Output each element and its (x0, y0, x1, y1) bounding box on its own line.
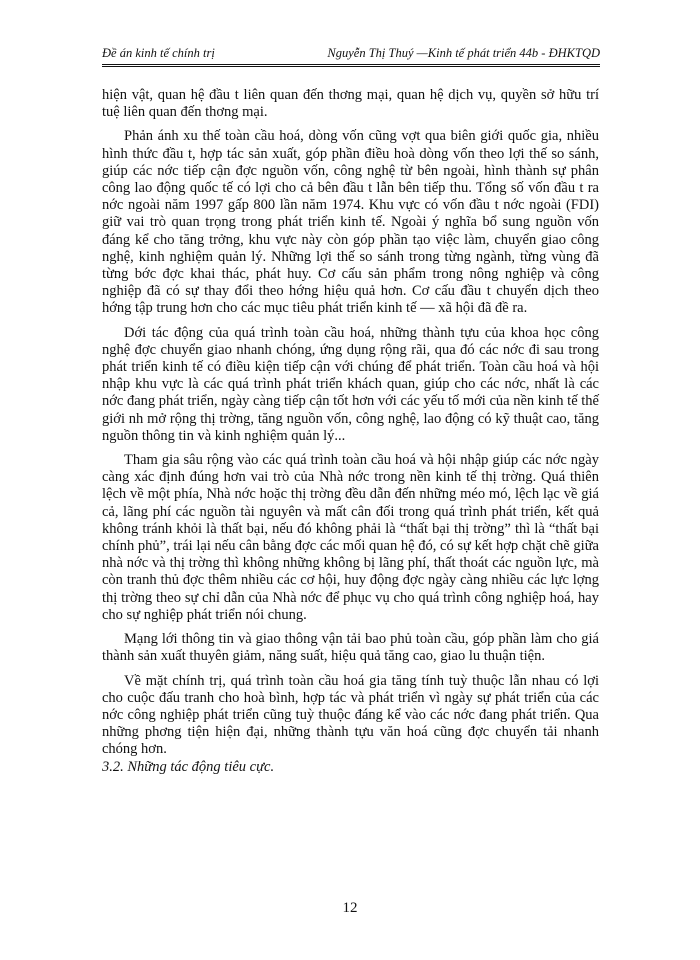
paragraph-5: Mạng lới thông tin và giao thông vận tải bao phủ toàn cầu, góp phần làm cho giá thành sản xuất thuyên giảm, năng suất, hiệu quả tăng cao, giao lu thuận tiện. (102, 631, 599, 665)
header-left: Đề án kinh tế chính trị (102, 46, 215, 60)
paragraph-1: hiện vật, quan hệ đầu t liên quan đến thơng mại, quan hệ dịch vụ, quyền sở hữu trí tuệ liên quan đến thơng mại. (102, 87, 599, 121)
body-text (102, 87, 599, 776)
paragraph-3: Dới tác động của quá trình toàn cầu hoá, những thành tựu của khoa học công nghệ đợc chuyển giao nhanh chóng, ứng dụng rộng rãi, qua đó các nớc đi sau trong phát triển kinh tế có điều kiện tiếp cận với chúng để phát triển. Toàn cầu hoá và hội nhập khu vực là các quá trình phát triển khách quan, giúp cho các nớc, nhất là các nớc đang phát triển, ngày càng tiếp cận tốt hơn với các yếu tố mới của nền kinh tế thế giới nh mở rộng thị trờng, tăng nguồn vốn, công nghệ, lao động có kỹ thuật cao, tăng nguồn thông tin và kinh nghiệm quản lý... (102, 324, 599, 444)
section-subheading: 3.2. Những tác động tiêu cực. (102, 758, 275, 775)
running-header (102, 46, 600, 67)
paragraph-2: Phản ánh xu thế toàn cầu hoá, dòng vốn cũng vợt qua biên giới quốc gia, nhiều hình thức đầu t, hợp tác sản xuất, góp phần điều hoà dòng vốn theo lợi thế so sánh, giúp các nớc tiếp cận đợc nguồn vốn, công nghệ từ bên ngoài, hình thành sự phân công lao động quốc tế có lợi cho cả bên đầu t lẫn bên tiếp thu. Tổng số vốn đầu t ra nớc ngoài năm 1997 gấp 800 lần năm 1974. Khu vực có vốn đầu t nớc ngoài (FDI) giữ vai trò quan trọng trong phát triển kinh tế. Ngoài ý nghĩa bổ sung nguồn vốn đáng kể cho tăng trởng, khu vực này còn góp phần tạo việc làm, chuyển giao công nghệ, kinh nghiệm quản lý. Những lợi thế so sánh trong từng ngành, từng vùng đã từng bớc đợc khai thác, phát huy. Cơ cấu sản phẩm trong nông nghiệp và công nghiệp đã có sự thay đổi theo hớng hiệu quả hơn. Cơ cấu đầu t chuyển dịch theo hớng tập trung hơn cho các mục tiêu phát triển kinh tế — xã hội đã đề ra. (102, 128, 599, 317)
page-number: 12 (342, 900, 358, 916)
header-right: Nguyễn Thị Thuý —Kinh tế phát triển 44b - ĐHKTQD (327, 46, 600, 60)
paragraph-4: Tham gia sâu rộng vào các quá trình toàn cầu hoá và hội nhập giúp các nớc ngày càng xác định đúng hơn vai trò của Nhà nớc trong nền kinh tế thị trờng. Quá thiên lệch về một phía, Nhà nớc hoặc thị trờng đều dẫn đến những méo mó, lệch lạc về giá cả, lãng phí các nguồn tài nguyên và mất cân đối trong quá trình phát triển, kết quả không tránh khỏi là thất bại, nếu đó không phải là “thất bại thị trờng” thì là “thất bại chính phủ”, trái lại nếu cân bằng đợc các mối quan hệ đó, có sự kết hợp chặt chẽ giữa nhà nớc và thị trờng thì không những không bị lãng phí, thất thoát các nguồn lực, mà còn tranh thủ đợc thêm nhiều các cơ hội, huy động đợc ngày càng nhiều các lực lợng thị trờng theo sự chỉ dẫn của Nhà nớc để phục vụ cho quá trình công nghiệp hoá, hay cho sự nghiệp phát triển nói chung. (102, 452, 599, 623)
paragraph-6: Về mặt chính trị, quá trình toàn cầu hoá gia tăng tính tuỳ thuộc lẫn nhau có lợi cho cuộc đấu tranh cho hoà bình, hợp tác và phát triển vì ngày sự phát triển của các nớc công nghiệp phát triển cũng tuỳ thuộc đáng kể vào các nớc đang phát triển. Qua những phơng tiện hiện đại, những thành tựu văn hoá cũng đợc chuyển tải nhanh chóng hơn. (102, 672, 599, 758)
